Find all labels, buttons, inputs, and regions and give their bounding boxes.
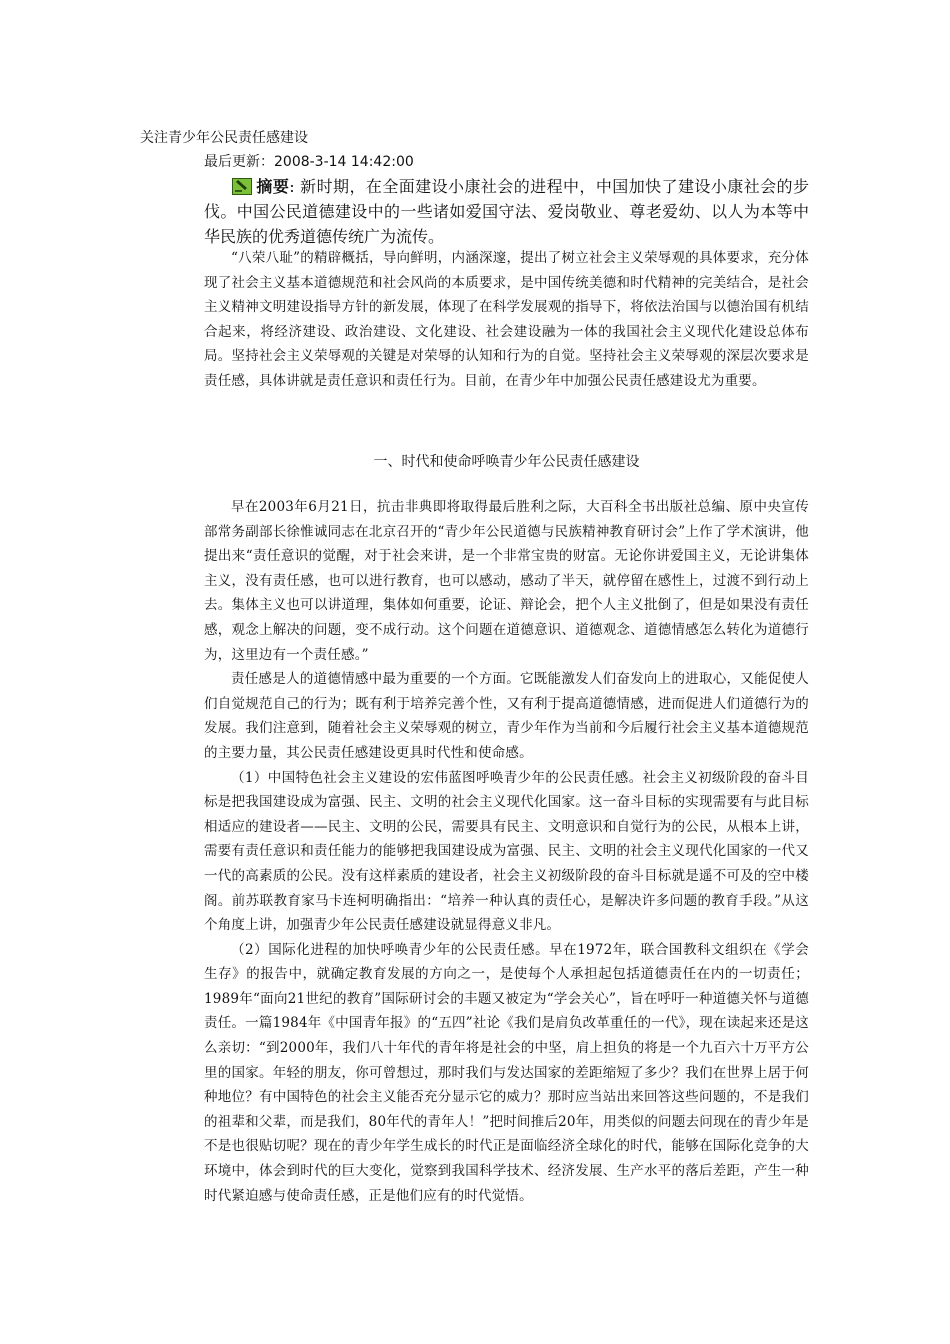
- summary-text: : 新时期，在全面建设小康社会的进程中，中国加快了建设小康社会的步伐。中国公民道德建设中的一些诸如爱国守法、爱岗敬业、尊老爱幼、以人为本等中华民族的优秀道德传统广为流传。: [204, 177, 809, 246]
- intro-paragraph: “八荣八耻”的精辟概括，导向鲜明，内涵深邃，提出了树立社会主义荣辱观的具体要求，充分体现了社会主义基本道德规范和社会风尚的本质要求，是中国传统美德和时代精神的完美结合，是社会主义精神文明建设指导方针的新发展，体现了在科学发展观的指导下，将依法治国与以德治国有机结合起来，将经济建设、政治建设、文化建设、社会建设融为一体的我国社会主义现代化建设总体布局。坚持社会主义荣辱观的关键是对荣辱的认知和行为的自觉。坚持社会主义荣辱观的深层次要求是责任感，具体讲就是责任意识和责任行为。目前，在青少年中加强公民责任感建设尤为重要。: [204, 250, 809, 389]
- paragraph: 责任感是人的道德情感中最为重要的一个方面。它既能激发人们奋发向上的进取心，又能促使人们自觉规范自己的行为；既有利于培养完善个性，又有利于提高道德情感，进而促进人们道德行为的发展。我们注意到，随着社会主义荣辱观的树立，青少年作为当前和今后履行社会主义基本道德规范的主要力量，其公民责任感建设更具时代性和使命感。: [204, 671, 809, 761]
- paragraph: 早在2003年6月21日，抗击非典即将取得最后胜利之际，大百科全书出版社总编、原中央宣传部常务副部长徐惟诚同志在北京召开的“青少年公民道德与民族精神教育研讨会”上作了学术演讲，他提出来“责任意识的觉醒，对于社会来讲，是一个非常宝贵的财富。无论你讲爱国主义，无论讲集体主义，没有责任感，也可以进行教育，也可以感动，感动了半天，就停留在感性上，过渡不到行动上去。集体主义也可以讲道理，集体如何重要，论证、辩论会，把个人主义批倒了，但是如果没有责任感，观念上解决的问题，变不成行动。这个问题在道德意识、道德观念、道德情感怎么转化为道德行为，这里边有一个责任感。”: [204, 499, 809, 663]
- paragraph: （2）国际化进程的加快呼唤青少年的公民责任感。早在1972年，联合国教科文组织在《学会生存》的报告中，就确定教育发展的方向之一，是使每个人承担起包括道德责任在内的一切责任；1989年“面向21世纪的教育”国际研讨会的丰题又被定为“学会关心”，旨在呼吁一种道德关怀与道德责任。一篇1984年《中国青年报》的“五四”社论《我们是肩负改革重任的一代》，现在读起来还是这么亲切：“到2000年，我们八十年代的青年将是社会的中坚，肩上担负的将是一个九百六十万平方公里的国家。年轻的朋友，你可曾想过，那时我们与发达国家的差距缩短了多少？我们在世界上居于何种地位？有中国特色的社会主义能否充分显示它的威力？那时应当站出来回答这些问题的，不是我们的祖辈和父辈，而是我们，80年代的青年人！”把时间推后20年，用类似的问题去问现在的青少年是不是也很贴切呢？现在的青少年学生成长的时代正是面临经济全球化的时代，能够在国际化竞争的大环境中，体会到时代的巨大变化，觉察到我国科学技术、经济发展、生产水平的落后差距，产生一种时代紧迫感与使命责任感，正是他们应有的时代觉悟。: [204, 941, 809, 1204]
- last-updated-value: 2008-3-14 14:42:00: [274, 154, 414, 170]
- last-updated: [204, 152, 414, 172]
- section-heading: 一、时代和使命呼唤青少年公民责任感建设: [373, 454, 640, 470]
- document-edit-icon: [232, 178, 252, 195]
- article-title: 关注青少年公民责任感建设: [140, 130, 308, 146]
- section-body: [204, 495, 809, 1208]
- summary-block: [204, 174, 809, 249]
- paragraph: （1）中国特色社会主义建设的宏伟蓝图呼唤青少年的公民责任感。社会主义初级阶段的奋斗目标是把我国建设成为富强、民主、文明的社会主义现代化国家。这一奋斗目标的实现需要有与此目标相适应的建设者——民主、文明的公民，需要具有民主、文明意识和自觉行为的公民，从根本上讲，需要有责任意识和责任能力的能够把我国建设成为富强、民主、文明的社会主义现代化国家的一代又一代的高素质的公民。没有这样素质的建设者，社会主义初级阶段的奋斗目标就是遥不可及的空中楼阁。前苏联教育家马卡连柯明确指出：“培养一种认真的责任心，是解决许多问题的教育手段。”从这个角度上讲，加强青少年公民责任感建设就显得意义非凡。: [204, 769, 809, 934]
- last-updated-label: 最后更新：: [204, 154, 274, 170]
- summary-label: 摘要: [256, 177, 290, 196]
- intro-section: [204, 246, 809, 394]
